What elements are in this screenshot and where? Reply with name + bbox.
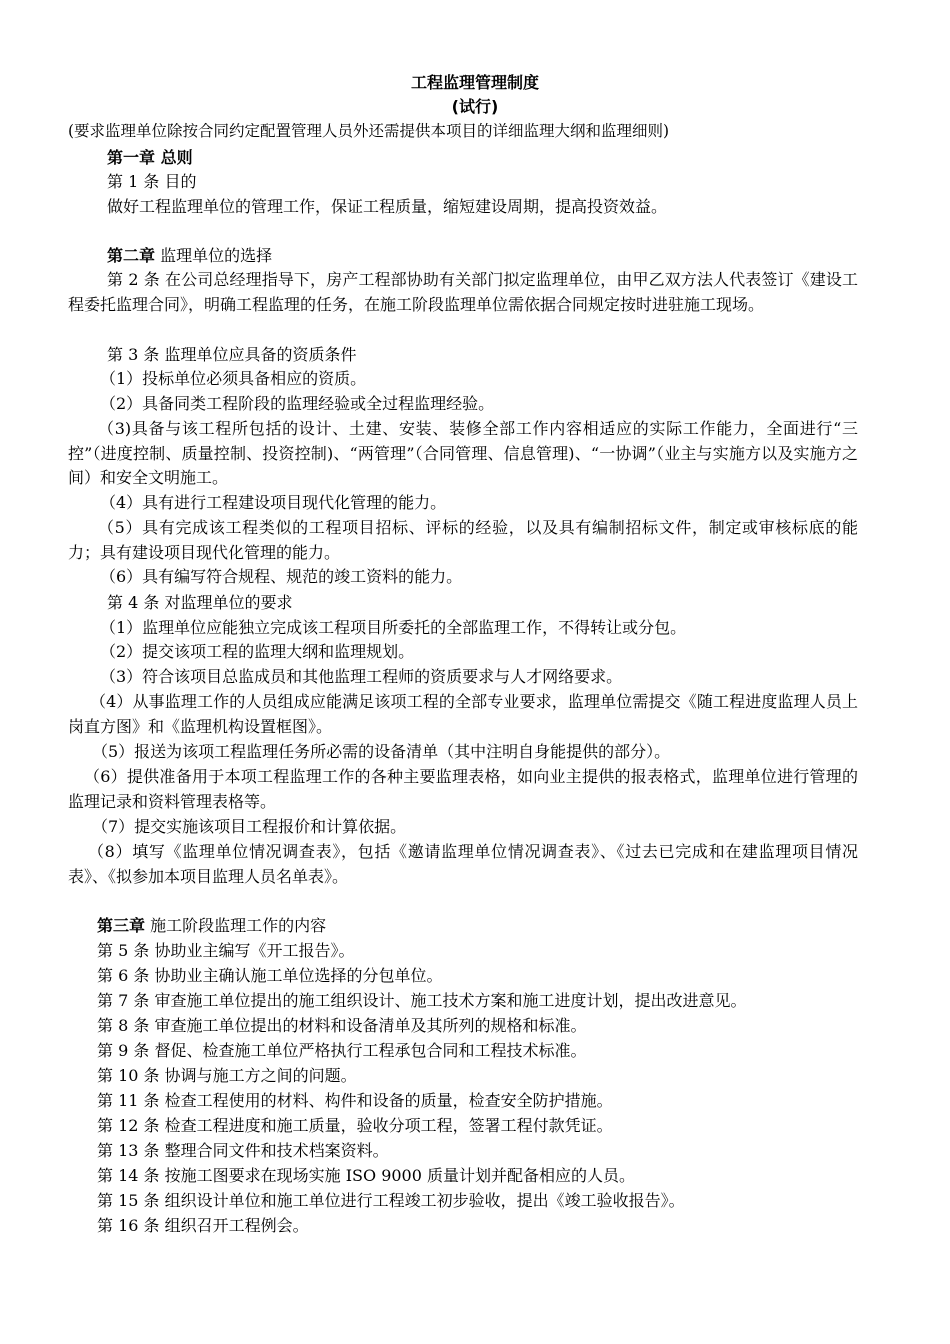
document-title: 工程监理管理制度 <box>410 73 539 92</box>
article-3-item: （2）具备同类工程阶段的监理经验或全过程监理经验。 <box>100 394 495 413</box>
chapter-2-number: 第二章 <box>107 246 156 265</box>
article-4-item: （6）提供准备用于本项工程监理工作的各种主要监理表格，如向业主提供的报表格式，监理单位进行管理的监理记录和资料管理表格等。 <box>68 767 858 811</box>
article-3-item: （1）投标单位必须具备相应的资质。 <box>100 369 367 388</box>
article-4-title: 第 4 条 对监理单位的要求 <box>107 593 293 612</box>
article-4-item: （8）填写《监理单位情况调查表》，包括《邀请监理单位情况调查表》、《过去已完成和在建监理项目情况表》、《拟参加本项目监理人员名单表》。 <box>68 842 858 886</box>
chapter-3-article: 第 16 条 组织召开工程例会。 <box>97 1216 309 1235</box>
chapter-1-heading: 第一章 总则 <box>107 148 193 167</box>
chapter-3-article: 第 13 条 整理合同文件和技术档案资料。 <box>97 1141 389 1160</box>
chapter-3-number: 第三章 <box>97 916 146 935</box>
article-3-item: （6）具有编写符合规程、规范的竣工资料的能力。 <box>100 567 463 586</box>
article-3-item: （5）具有完成该工程类似的工程项目招标、评标的经验，以及具有编制招标文件，制定或审核标底的能力；具有建设项目现代化管理的能力。 <box>68 518 858 562</box>
article-3-item: （3)具备与该工程所包括的设计、土建、安装、装修全部工作内容相适应的实际工作能力，全面进行“三控”（进度控制、质量控制、投资控制)、“两管理”（合同管理、信息管理)、“一协调”（业主与实施方以及实施方之间）和安全文明施工。 <box>68 419 858 488</box>
chapter-2-heading <box>107 244 272 269</box>
article-4-item: （2）提交该项工程的监理大纲和监理规划。 <box>100 642 415 661</box>
chapter-3-article: 第 10 条 协调与施工方之间的问题。 <box>97 1066 357 1085</box>
chapter-3-article: 第 5 条 协助业主编写《开工报告》。 <box>97 941 355 960</box>
document-subtitle: (试行) <box>451 97 499 116</box>
chapter-2-title: 监理单位的选择 <box>155 246 273 265</box>
chapter-3-article: 第 14 条 按施工图要求在现场实施 ISO 9000 质量计划并配备相应的人员。 <box>97 1166 635 1185</box>
chapter-3-heading <box>97 914 326 939</box>
chapter-3-article: 第 8 条 审查施工单位提出的材料和设备清单及其所列的规格和标准。 <box>97 1016 587 1035</box>
article-3-title: 第 3 条 监理单位应具备的资质条件 <box>107 345 357 364</box>
chapter-3-article: 第 15 条 组织设计单位和施工单位进行工程竣工初步验收，提出《竣工验收报告》。 <box>97 1191 685 1210</box>
chapter-3-article: 第 6 条 协助业主确认施工单位选择的分包单位。 <box>97 966 443 985</box>
article-2: 第 2 条 在公司总经理指导下，房产工程部协助有关部门拟定监理单位，由甲乙双方法人代表签订《建设工程委托监理合同》，明确工程监理的任务，在施工阶段监理单位需依据合同规定按时进驻施工现场。 <box>68 270 858 314</box>
article-4-item: （7）提交实施该项目工程报价和计算依据。 <box>92 817 407 836</box>
chapter-3-article: 第 9 条 督促、检查施工单位严格执行工程承包合同和工程技术标准。 <box>97 1041 587 1060</box>
document-note: (要求监理单位除按合同约定配置管理人员外还需提供本项目的详细监理大纲和监理细则) <box>68 122 670 140</box>
chapter-3-article: 第 11 条 检查工程使用的材料、构件和设备的质量，检查安全防护措施。 <box>97 1091 613 1110</box>
article-4-item: （3）符合该项目总监成员和其他监理工程师的资质要求与人才网络要求。 <box>100 667 623 686</box>
article-1-title: 第 1 条 目的 <box>107 172 197 191</box>
chapter-3-article: 第 7 条 审查施工单位提出的施工组织设计、施工技术方案和施工进度计划，提出改进意见。 <box>97 991 747 1010</box>
chapter-3-title: 施工阶段监理工作的内容 <box>145 916 327 935</box>
chapter-3-article: 第 12 条 检查工程进度和施工质量，验收分项工程，签署工程付款凭证。 <box>97 1116 613 1135</box>
article-4-item: （4）从事监理工作的人员组成应能满足该项工程的全部专业要求，监理单位需提交《随工程进度监理人员上岗直方图》和《监理机构设置框图》。 <box>68 692 858 736</box>
article-3-item: （4）具有进行工程建设项目现代化管理的能力。 <box>100 493 447 512</box>
article-4-item: （5）报送为该项工程监理任务所必需的设备清单（其中注明自身能提供的部分）。 <box>92 742 671 761</box>
article-4-item: （1）监理单位应能独立完成该工程项目所委托的全部监理工作，不得转让或分包。 <box>100 618 687 637</box>
article-1-body: 做好工程监理单位的管理工作，保证工程质量，缩短建设周期，提高投资效益。 <box>107 197 668 216</box>
